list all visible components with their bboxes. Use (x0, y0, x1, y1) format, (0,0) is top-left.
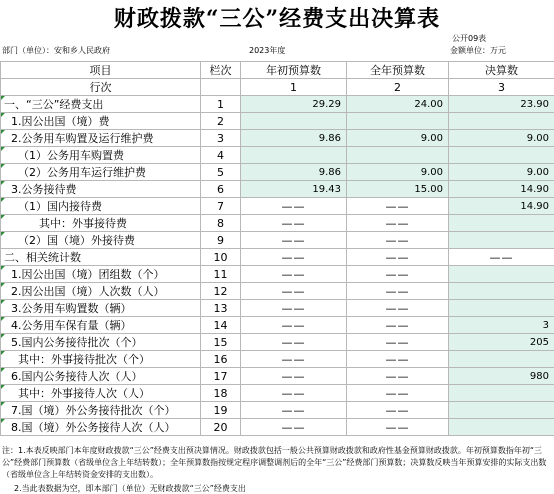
initial-budget-cell: —— (241, 283, 347, 300)
note-1: 注：1.本表反映部门本年度财政拨款“三公”经费支出预决算情况。财政拨款包括一般公共预算财政拨款和政府性基金预算财政拨款。年初预算数指年初“三公”经费部门预算数（省级单位含上年结转数）；全年预算数指按规定程序调整调剂后的全年“三公”经费部门预算数；决算数反映当年预算安排的实际支出数（省级单位含上年结转资金安排的支出数）。 (2, 446, 547, 479)
row-number: 5 (201, 164, 241, 181)
full-budget-cell: 9.00 (347, 130, 449, 147)
row-number: 17 (201, 368, 241, 385)
row-name: 一、“三公”经费支出 (1, 96, 201, 113)
initial-budget-cell: —— (241, 232, 347, 249)
col-number-1: 1 (241, 79, 347, 96)
final-cell (449, 232, 554, 249)
final-cell: 14.90 (449, 181, 554, 198)
row-index-label: 行次 (1, 79, 201, 96)
final-cell (449, 266, 554, 283)
final-cell (449, 113, 554, 130)
final-cell (449, 385, 554, 402)
row-name: 5.国内公务接待批次（个） (1, 334, 201, 351)
table-row (1, 300, 554, 317)
table-row (1, 113, 554, 130)
row-number: 15 (201, 334, 241, 351)
row-number: 11 (201, 266, 241, 283)
col-number-2: 2 (347, 79, 449, 96)
final-cell (449, 419, 554, 436)
full-budget-cell: 24.00 (347, 96, 449, 113)
table-row (1, 147, 554, 164)
header-col: 栏次 (201, 62, 241, 79)
year-label: 2023年度 (249, 46, 286, 55)
table-row (1, 266, 554, 283)
full-budget-cell: —— (347, 283, 449, 300)
row-name: 1.因公出国（境）费 (1, 113, 201, 130)
table-row (1, 351, 554, 368)
row-number: 8 (201, 215, 241, 232)
row-name: 其中：外事接待人次（人） (1, 385, 201, 402)
row-name: 2.公务用车购置及运行维护费 (1, 130, 201, 147)
initial-budget-cell: —— (241, 300, 347, 317)
department-label: 部门（单位）：安和乡人民政府 (2, 46, 110, 55)
expense-table (0, 61, 554, 436)
row-number: 19 (201, 402, 241, 419)
row-name: 3.公务接待费 (1, 181, 201, 198)
initial-budget-cell (241, 113, 347, 130)
table-row (1, 130, 554, 147)
table-row (1, 249, 554, 266)
header-row (1, 62, 554, 79)
initial-budget-cell: —— (241, 368, 347, 385)
initial-budget-cell: 9.86 (241, 164, 347, 181)
table-row (1, 232, 554, 249)
row-number: 10 (201, 249, 241, 266)
row-number: 14 (201, 317, 241, 334)
full-budget-cell: —— (347, 351, 449, 368)
initial-budget-cell: —— (241, 317, 347, 334)
final-cell (449, 147, 554, 164)
initial-budget-cell: 29.29 (241, 96, 347, 113)
table-row (1, 385, 554, 402)
initial-budget-cell: —— (241, 198, 347, 215)
table-row (1, 96, 554, 113)
row-number: 12 (201, 283, 241, 300)
table-row (1, 402, 554, 419)
initial-budget-cell: —— (241, 266, 347, 283)
row-number: 13 (201, 300, 241, 317)
row-name: 二、相关统计数 (1, 249, 201, 266)
final-cell: 205 (449, 334, 554, 351)
row-number: 18 (201, 385, 241, 402)
index-blank (201, 79, 241, 96)
table-row (1, 419, 554, 436)
initial-budget-cell: 19.43 (241, 181, 347, 198)
initial-budget-cell (241, 147, 347, 164)
initial-budget-cell: 9.86 (241, 130, 347, 147)
final-cell: 23.90 (449, 96, 554, 113)
table-row (1, 317, 554, 334)
unit-label: 金额单位：万元 (450, 46, 506, 55)
row-number: 4 (201, 147, 241, 164)
row-name: 1.因公出国（境）团组数（个） (1, 266, 201, 283)
full-budget-cell: —— (347, 402, 449, 419)
final-cell: —— (449, 249, 554, 266)
row-name: 8.国（境）外公务接待人次（人） (1, 419, 201, 436)
note-2: 2.当此表数据为空，即本部门（单位）无财政拨款“三公”经费支出 (14, 484, 246, 493)
initial-budget-cell: —— (241, 215, 347, 232)
final-cell: 9.00 (449, 164, 554, 181)
form-code: 公开09表 (452, 34, 487, 43)
table-row (1, 334, 554, 351)
initial-budget-cell: —— (241, 351, 347, 368)
final-cell: 3 (449, 317, 554, 334)
row-name: （1）公务用车购置费 (1, 147, 201, 164)
row-number: 16 (201, 351, 241, 368)
table-row (1, 181, 554, 198)
table-row (1, 215, 554, 232)
full-budget-cell: —— (347, 317, 449, 334)
table-row (1, 283, 554, 300)
full-budget-cell: —— (347, 334, 449, 351)
final-cell (449, 300, 554, 317)
full-budget-cell: —— (347, 300, 449, 317)
final-cell (449, 283, 554, 300)
row-name: （2）国（境）外接待费 (1, 232, 201, 249)
full-budget-cell: —— (347, 232, 449, 249)
final-cell: 980 (449, 368, 554, 385)
full-budget-cell: —— (347, 266, 449, 283)
final-cell (449, 351, 554, 368)
full-budget-cell: —— (347, 419, 449, 436)
row-name: （1）国内接待费 (1, 198, 201, 215)
full-budget-cell: —— (347, 198, 449, 215)
row-name: 6.国内公务接待人次（人） (1, 368, 201, 385)
full-budget-cell: 9.00 (347, 164, 449, 181)
full-budget-cell: 15.00 (347, 181, 449, 198)
row-name: 3.公务用车购置数（辆） (1, 300, 201, 317)
full-budget-cell (347, 147, 449, 164)
full-budget-cell (347, 113, 449, 130)
index-row (1, 79, 554, 96)
final-cell (449, 402, 554, 419)
table-row (1, 198, 554, 215)
row-name: 2.因公出国（境）人次数（人） (1, 283, 201, 300)
col-number-3: 3 (449, 79, 554, 96)
header-item: 项目 (1, 62, 201, 79)
row-number: 9 (201, 232, 241, 249)
row-number: 20 (201, 419, 241, 436)
row-name: 4.公务用车保有量（辆） (1, 317, 201, 334)
row-number: 1 (201, 96, 241, 113)
full-budget-cell: —— (347, 385, 449, 402)
initial-budget-cell: —— (241, 402, 347, 419)
initial-budget-cell: —— (241, 419, 347, 436)
row-number: 2 (201, 113, 241, 130)
initial-budget-cell: —— (241, 334, 347, 351)
report-title: 财政拨款“三公”经费支出决算表 (113, 6, 441, 32)
initial-budget-cell: —— (241, 249, 347, 266)
final-cell: 9.00 (449, 130, 554, 147)
final-cell (449, 215, 554, 232)
row-number: 7 (201, 198, 241, 215)
header-full: 全年预算数 (347, 62, 449, 79)
row-name: 其中：外事接待批次（个） (1, 351, 201, 368)
header-final: 决算数 (449, 62, 554, 79)
initial-budget-cell: —— (241, 385, 347, 402)
full-budget-cell: —— (347, 215, 449, 232)
table-row (1, 368, 554, 385)
row-name: 其中：外事接待费 (1, 215, 201, 232)
header-initial: 年初预算数 (241, 62, 347, 79)
row-number: 3 (201, 130, 241, 147)
table-row (1, 164, 554, 181)
row-number: 6 (201, 181, 241, 198)
final-cell: 14.90 (449, 198, 554, 215)
row-name: （2）公务用车运行维护费 (1, 164, 201, 181)
full-budget-cell: —— (347, 249, 449, 266)
full-budget-cell: —— (347, 368, 449, 385)
row-name: 7.国（境）外公务接待批次（个） (1, 402, 201, 419)
